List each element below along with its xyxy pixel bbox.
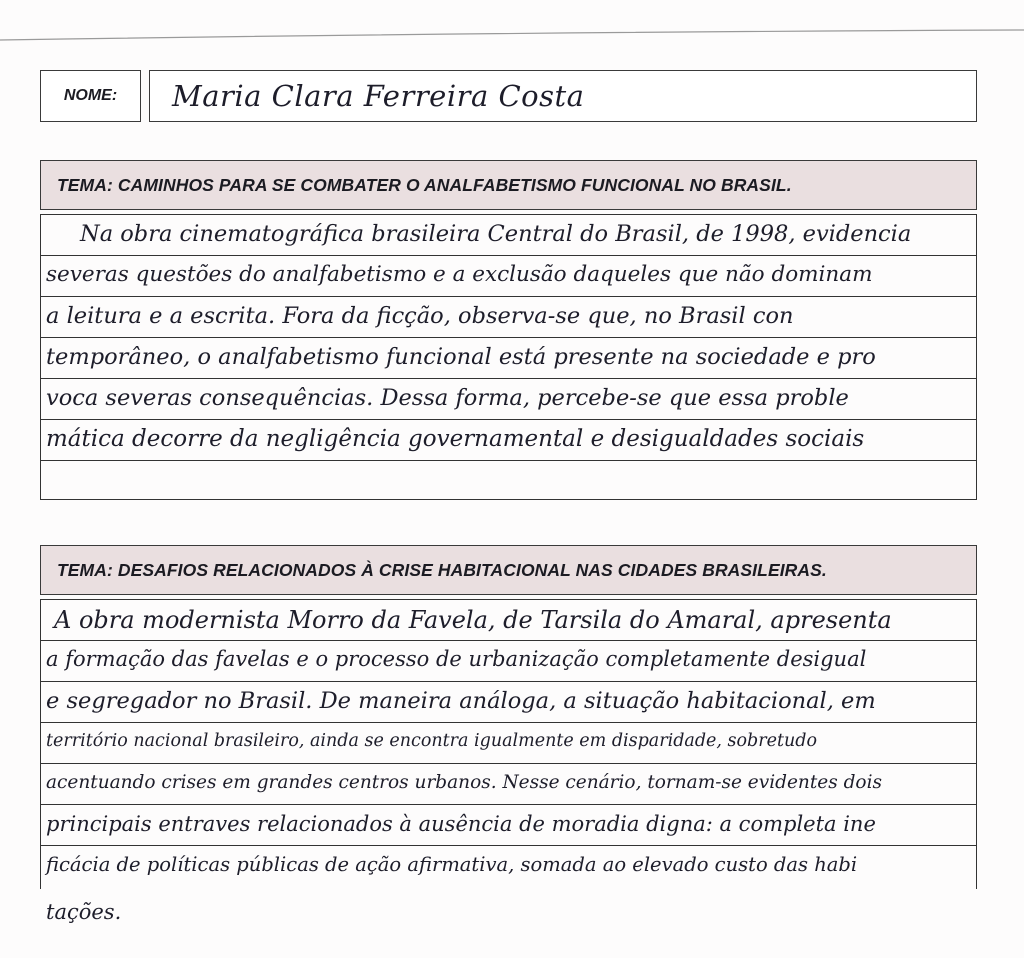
essay-2-line: e segregador no Brasil. De maneira análoga, a situação habitacional, em	[46, 688, 876, 714]
ruled-line	[40, 845, 977, 885]
essay-2-line: acentuando crises em grandes centros urbanos. Nesse cenário, tornam-se evidentes dois	[46, 772, 882, 793]
essay-1-theme-header	[40, 160, 977, 210]
essay-2-theme: TEMA: DESAFIOS RELACIONADOS À CRISE HABITACIONAL NAS CIDADES BRASILEIRAS.	[57, 559, 827, 580]
essay-2-line: ficácia de políticas públicas de ação afirmativa, somada ao elevado custo das habi	[46, 853, 858, 876]
essay-1-line: voca severas consequências. Dessa forma, percebe-se que essa proble	[46, 385, 849, 411]
ruled-line	[40, 337, 977, 377]
ruled-line	[40, 255, 977, 295]
essay-2-writing-area[interactable]	[40, 599, 977, 889]
essay-1-line: temporâneo, o analfabetismo funcional está presente na sociedade e pro	[46, 344, 876, 370]
ruled-line	[40, 419, 977, 459]
essay-2-theme-header	[40, 545, 977, 595]
page-edge-line	[0, 28, 1024, 50]
essay-1-theme: TEMA: CAMINHOS PARA SE COMBATER O ANALFABETISMO FUNCIONAL NO BRASIL.	[57, 174, 792, 195]
essay-1-line: a leitura e a escrita. Fora da ficção, observa-se que, no Brasil con	[46, 303, 794, 329]
ruled-line	[40, 460, 977, 500]
ruled-line	[40, 681, 977, 721]
ruled-line	[40, 599, 977, 639]
essay-1-line: mática decorre da negligência governamental e desigualdades sociais	[46, 426, 865, 452]
essay-1-writing-area[interactable]	[40, 214, 977, 500]
essay-1-line: severas questões do analfabetismo e a exclusão daqueles que não dominam	[46, 262, 873, 287]
essay-1-line: Na obra cinematográfica brasileira Central do Brasil, de 1998, evidencia	[80, 221, 912, 247]
essay-2-line: A obra modernista Morro da Favela, de Tarsila do Amaral, apresenta	[54, 606, 892, 634]
essay-2-line: tações.	[46, 900, 122, 924]
essay-2-line: a formação das favelas e o processo de urbanização completamente desigual	[46, 647, 867, 671]
ruled-line	[40, 763, 977, 803]
essay-2-line: principais entraves relacionados à ausência de moradia digna: a completa ine	[46, 812, 876, 836]
student-name: Maria Clara Ferreira Costa	[172, 79, 585, 113]
name-label	[40, 70, 141, 122]
ruled-line	[40, 214, 977, 254]
ruled-line	[40, 378, 977, 418]
ruled-line	[40, 804, 977, 844]
name-label-text: NOME:	[63, 87, 118, 104]
ruled-line	[40, 640, 977, 680]
ruled-line	[40, 722, 977, 762]
essay-2-line: território nacional brasileiro, ainda se encontra igualmente em disparidade, sobretudo	[46, 731, 817, 751]
ruled-line	[40, 296, 977, 336]
name-field[interactable]	[149, 70, 977, 122]
